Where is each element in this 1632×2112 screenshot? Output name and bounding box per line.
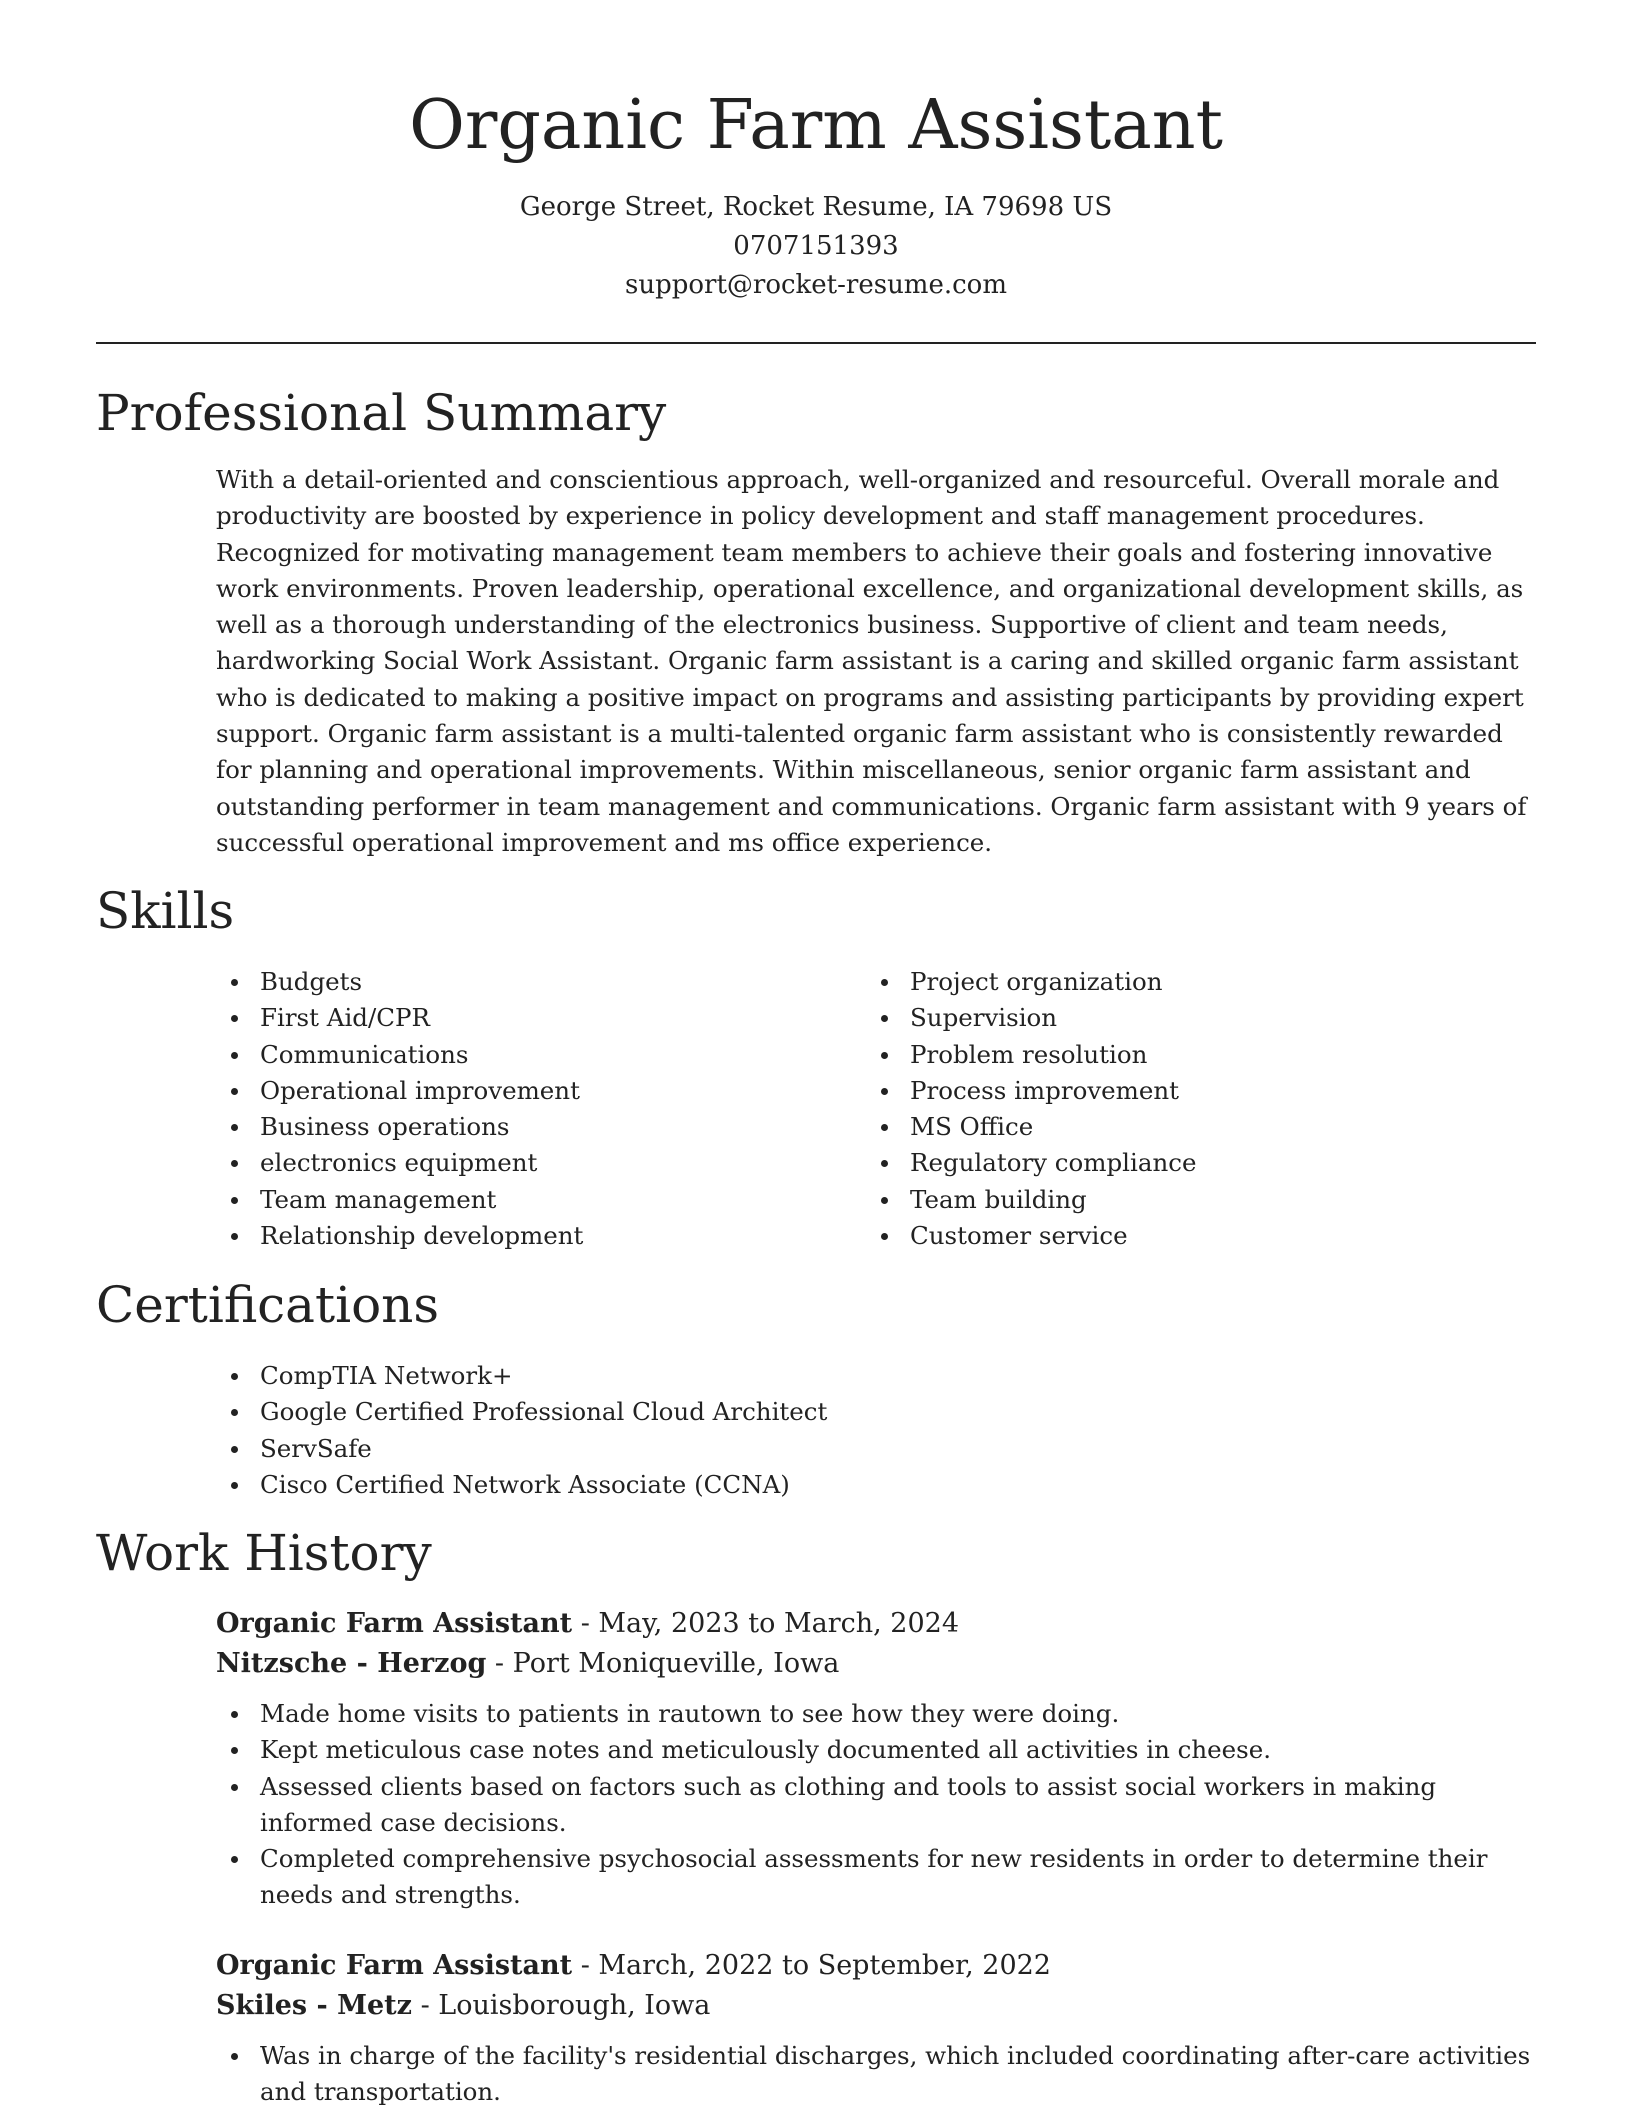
- work-history-heading: Work History: [96, 1524, 432, 1582]
- skill-item: Team building: [866, 1182, 1196, 1218]
- resume-header: [96, 84, 1536, 305]
- job-company-line: [216, 1986, 1536, 2026]
- certifications-heading: Certifications: [96, 1276, 440, 1334]
- job-duty-item: Was in charge of the facility's residential discharges, which included coordinating after-care activities and transportation.: [216, 2038, 1536, 2111]
- skill-item: Project organization: [866, 964, 1196, 1000]
- summary-text: With a detail-oriented and conscientious approach, well-organized and resourceful. Overall morale and productivity are boosted by experience in policy development and staff management procedures. Recognized for motivating management team members to achieve their goals and fostering innovative work environments. Proven leadership, operational excellence, and organizational development skills, as well as a thorough understanding of the electronics business. Supportive of client and team needs, hardworking Social Work Assistant. Organic farm assistant is a caring and skilled organic farm assistant who is dedicated to making a positive impact on programs and assisting participants by providing expert support. Organic farm assistant is a multi-talented organic farm assistant who is consistently rewarded for planning and operational improvements. Within miscellaneous, senior organic farm assistant and outstanding performer in team management and communications. Organic farm assistant with 9 years of successful operational improvement and ms office experience.: [216, 465, 1527, 857]
- skill-item: MS Office: [866, 1109, 1196, 1145]
- job-entry: [216, 1946, 1536, 2111]
- job-title: Organic Farm Assistant: [216, 1950, 573, 1981]
- skill-item: Supervision: [866, 1000, 1196, 1036]
- header-divider: [96, 342, 1536, 344]
- skill-item: electronics equipment: [216, 1145, 583, 1181]
- skill-item: Budgets: [216, 964, 583, 1000]
- job-company: Nitzsche - Herzog: [216, 1648, 487, 1679]
- skill-item: Business operations: [216, 1109, 583, 1145]
- candidate-name: Organic Farm Assistant: [409, 86, 1223, 165]
- skills-heading: Skills: [96, 882, 235, 940]
- job-location: - Louisborough, Iowa: [411, 1990, 711, 2021]
- job-title: Organic Farm Assistant: [216, 1608, 573, 1639]
- certification-item: CompTIA Network+: [216, 1358, 827, 1394]
- job-entry: [216, 1604, 1536, 1914]
- skills-list-left: [216, 964, 583, 1254]
- certification-item: Cisco Certified Network Associate (CCNA): [216, 1467, 827, 1503]
- skill-item: Team management: [216, 1182, 583, 1218]
- certifications-list: [216, 1358, 827, 1503]
- contact-address: George Street, Rocket Resume, IA 79698 US: [519, 192, 1113, 222]
- job-duties: [216, 2038, 1536, 2111]
- contact-email: support@rocket-resume.com: [624, 270, 1007, 300]
- summary-heading: Professional Summary: [96, 384, 667, 442]
- skill-item: Regulatory compliance: [866, 1145, 1196, 1181]
- job-company: Skiles - Metz: [216, 1990, 412, 2021]
- certification-item: ServSafe: [216, 1431, 827, 1467]
- skill-item: Problem resolution: [866, 1037, 1196, 1073]
- skill-item: Customer service: [866, 1218, 1196, 1254]
- job-duties: [216, 1696, 1536, 1914]
- job-location: - Port Moniqueville, Iowa: [486, 1648, 840, 1679]
- job-title-line: [216, 1946, 1536, 1986]
- skill-item: Process improvement: [866, 1073, 1196, 1109]
- job-dates: - May, 2023 to March, 2024: [572, 1608, 959, 1639]
- job-title-line: [216, 1604, 1536, 1644]
- job-company-line: [216, 1644, 1536, 1684]
- skill-item: First Aid/CPR: [216, 1000, 583, 1036]
- certification-item: Google Certified Professional Cloud Architect: [216, 1394, 827, 1430]
- job-duty-item: Kept meticulous case notes and meticulously documented all activities in cheese.: [216, 1732, 1536, 1768]
- contact-info: [96, 188, 1536, 305]
- job-duty-item: Completed comprehensive psychosocial assessments for new residents in order to determine their needs and strengths.: [216, 1841, 1536, 1914]
- skill-item: Operational improvement: [216, 1073, 583, 1109]
- skills-list-right: [866, 964, 1196, 1254]
- skill-item: Relationship development: [216, 1218, 583, 1254]
- contact-phone: 0707151393: [733, 231, 899, 261]
- job-duty-item: Assessed clients based on factors such as clothing and tools to assist social workers in making informed case decisions.: [216, 1769, 1536, 1842]
- skill-item: Communications: [216, 1037, 583, 1073]
- job-dates: - March, 2022 to September, 2022: [572, 1950, 1051, 1981]
- job-duty-item: Made home visits to patients in rautown to see how they were doing.: [216, 1696, 1536, 1732]
